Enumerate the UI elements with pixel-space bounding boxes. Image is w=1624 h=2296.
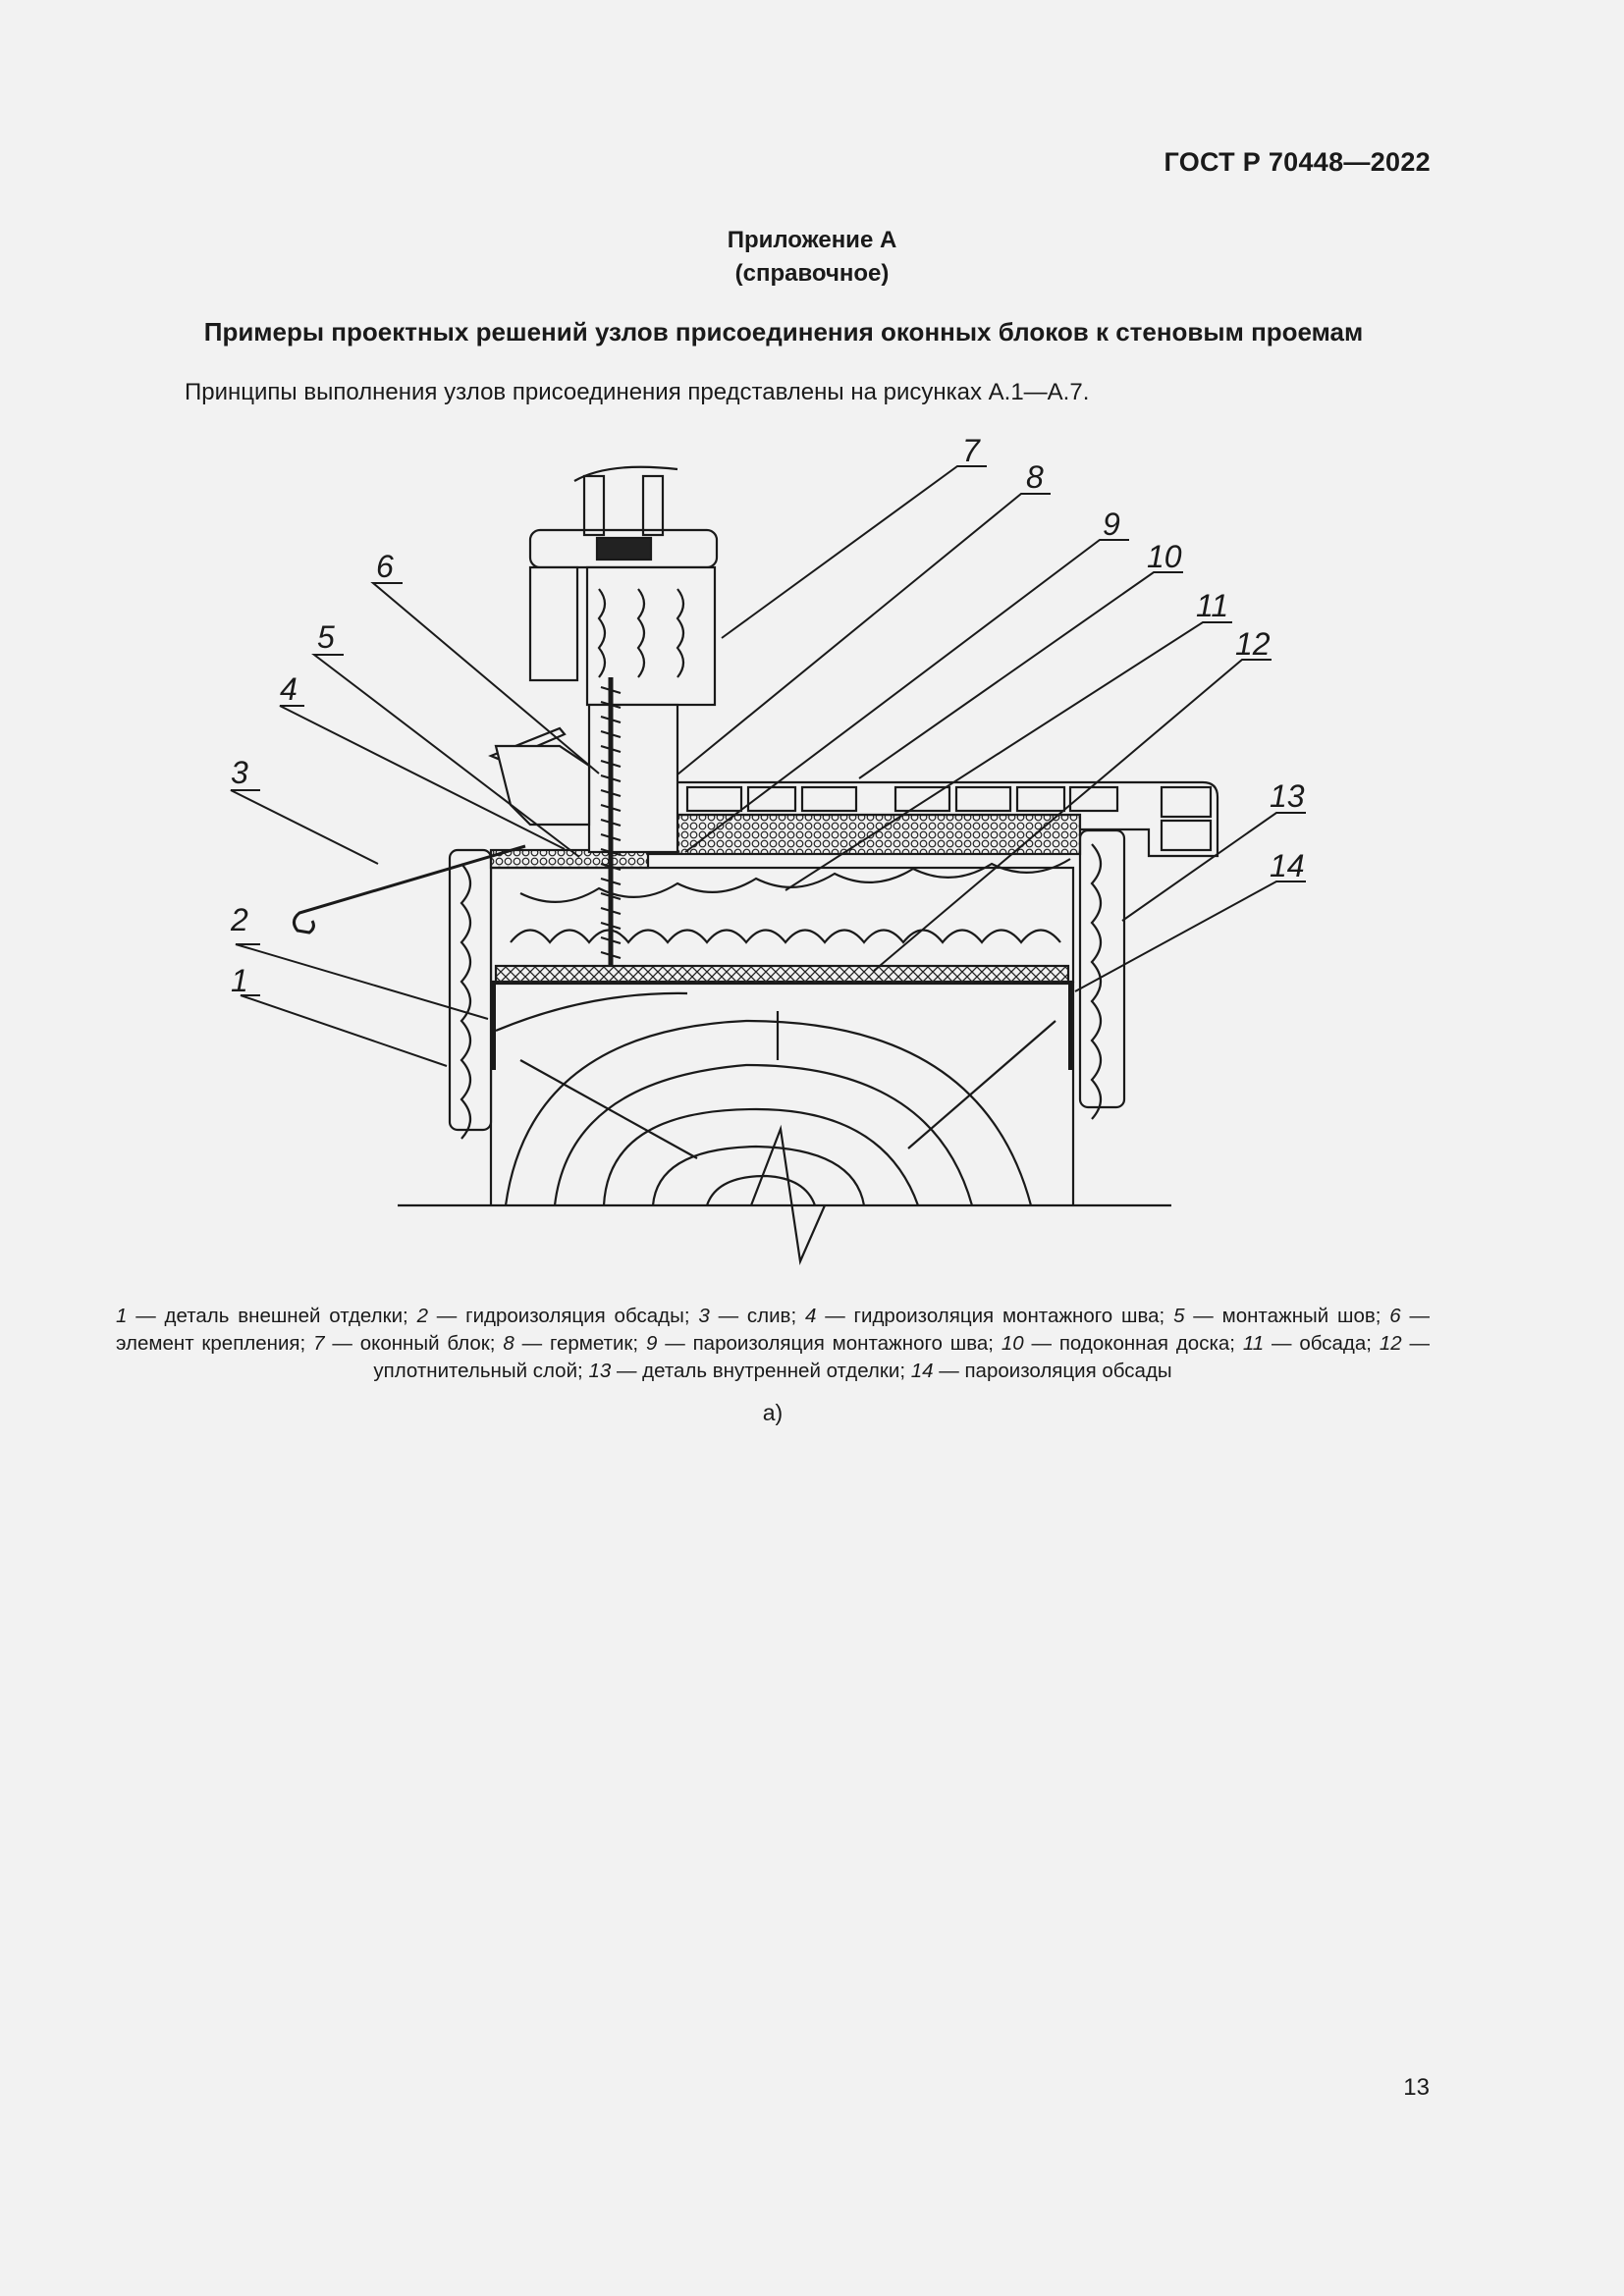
callout-9: 9	[1103, 507, 1120, 542]
legend-item: 4 — гидроизоляция монтажного шва;	[804, 1305, 1165, 1327]
legend-item: 13 — деталь внутренней отделки;	[588, 1360, 906, 1382]
appendix-type: (справочное)	[734, 260, 890, 287]
callout-12: 12	[1235, 626, 1271, 662]
legend-item: 14 — пароизоляция обсады	[910, 1360, 1172, 1382]
callout-5: 5	[317, 619, 335, 655]
callout-6: 6	[376, 549, 394, 584]
callout-10: 10	[1147, 539, 1182, 574]
intro-paragraph: Принципы выполнения узлов присоединения представлены на рисунках А.1—А.7.	[185, 379, 1090, 405]
appendix-title: Приложение А	[727, 227, 897, 253]
callout-14: 14	[1270, 848, 1305, 883]
callout-7: 7	[962, 433, 980, 468]
figure-caption: а)	[762, 1400, 784, 1425]
page-number: 13	[1403, 2074, 1430, 2101]
window-sill-section-drawing	[0, 422, 1624, 1286]
legend-item: 9 — пароизоляция монтажного шва;	[645, 1332, 994, 1355]
callout-11: 11	[1196, 588, 1229, 623]
legend-item: 12 — уплотнительный слой;	[373, 1332, 1430, 1382]
legend-item: 7 — оконный блок;	[313, 1332, 496, 1355]
drawing-lines	[294, 467, 1218, 1261]
appendix-heading	[0, 224, 1624, 291]
document-code: ГОСТ Р 70448—2022	[1164, 147, 1431, 177]
legend-item: 3 — слив;	[698, 1305, 797, 1327]
figure-legend	[116, 1303, 1430, 1385]
callout-4: 4	[280, 671, 298, 707]
legend-item: 1 — деталь внешней отделки;	[116, 1305, 408, 1327]
legend-item: 11 — обсада;	[1242, 1332, 1372, 1355]
callout-13: 13	[1270, 778, 1305, 814]
legend-item: 10 — подоконная доска;	[1001, 1332, 1235, 1355]
legend-item: 2 — гидроизоляция обсады;	[416, 1305, 690, 1327]
legend-item: 5 — монтажный шов;	[1173, 1305, 1381, 1327]
legend-item: 6 — элемент крепления;	[116, 1305, 1431, 1355]
callout-3: 3	[231, 755, 248, 790]
callout-2: 2	[231, 902, 248, 937]
legend-item: 8 — герметик;	[503, 1332, 639, 1355]
callout-1: 1	[231, 963, 248, 998]
callout-8: 8	[1026, 459, 1044, 495]
section-title: Примеры проектных решений узлов присоединения оконных блоков к стеновым проемам	[203, 317, 1364, 347]
